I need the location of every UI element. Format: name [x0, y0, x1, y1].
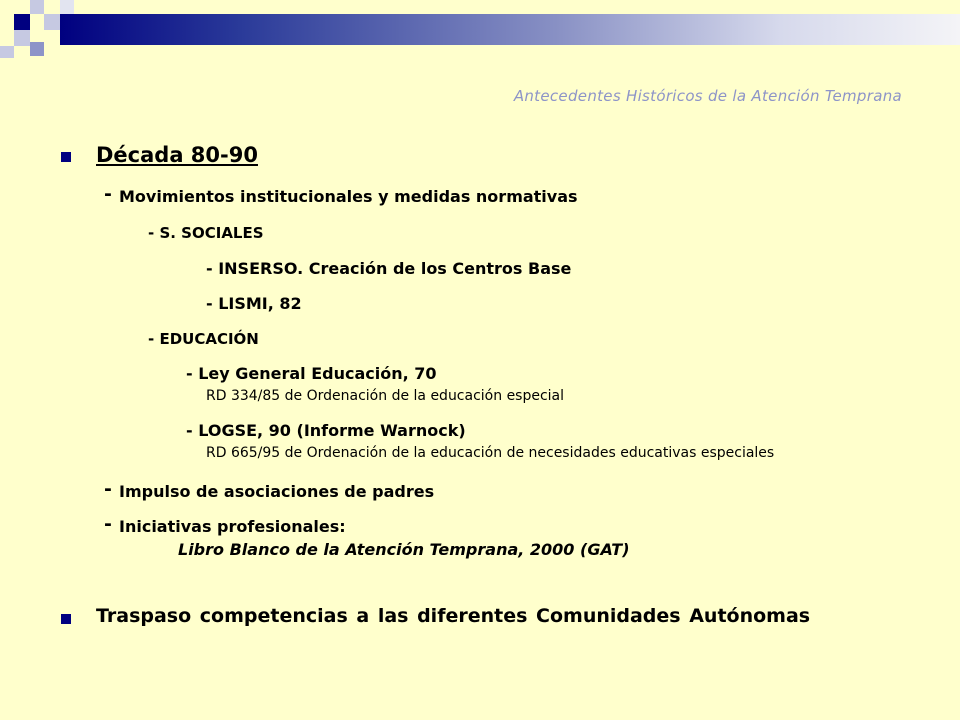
item-rd665: RD 665/95 de Ordenación de la educación de necesidades educativas especiales: [206, 445, 775, 461]
item-iniciativas: Iniciativas profesionales:: [119, 517, 346, 536]
header-gradient-bar: [60, 14, 960, 45]
item-rd334: RD 334/85 de Ordenación de la educación especial: [206, 388, 565, 404]
corner-square-mid-1: [30, 42, 44, 56]
item-inserso: - INSERSO. Creación de los Centros Base: [206, 259, 572, 278]
corner-square-light-2: [44, 14, 60, 30]
item-servicios-sociales: - S. SOCIALES: [148, 224, 264, 242]
section-title-decada: Década 80-90: [96, 143, 258, 167]
item-impulso: Impulso de asociaciones de padres: [119, 482, 435, 501]
item-movimientos: Movimientos institucionales y medidas normativas: [119, 187, 578, 206]
item-educacion: - EDUCACIÓN: [148, 330, 259, 348]
item-logse: - LOGSE, 90 (Informe Warnock): [186, 421, 466, 440]
page-header-title: Antecedentes Históricos de la Atención Temprana: [513, 87, 902, 105]
corner-square-light-4: [0, 46, 14, 58]
corner-square-light-1: [30, 0, 44, 14]
section-title-traspaso: Traspaso competencias a las diferentes Comunidades Autónomas: [96, 605, 811, 627]
item-ley-general: - Ley General Educación, 70: [186, 364, 437, 383]
corner-square-light-5: [60, 0, 74, 14]
dash-marker: -: [104, 513, 112, 535]
item-lismi: - LISMI, 82: [206, 294, 302, 313]
bullet-square-2: [61, 614, 71, 624]
item-libro-blanco: Libro Blanco de la Atención Temprana, 2000 (GAT): [178, 540, 630, 559]
dash-marker: -: [104, 478, 112, 500]
dash-marker: -: [104, 183, 112, 205]
corner-square-light-3: [14, 30, 30, 46]
bullet-square-1: [61, 152, 71, 162]
corner-square-navy-1: [14, 14, 30, 30]
